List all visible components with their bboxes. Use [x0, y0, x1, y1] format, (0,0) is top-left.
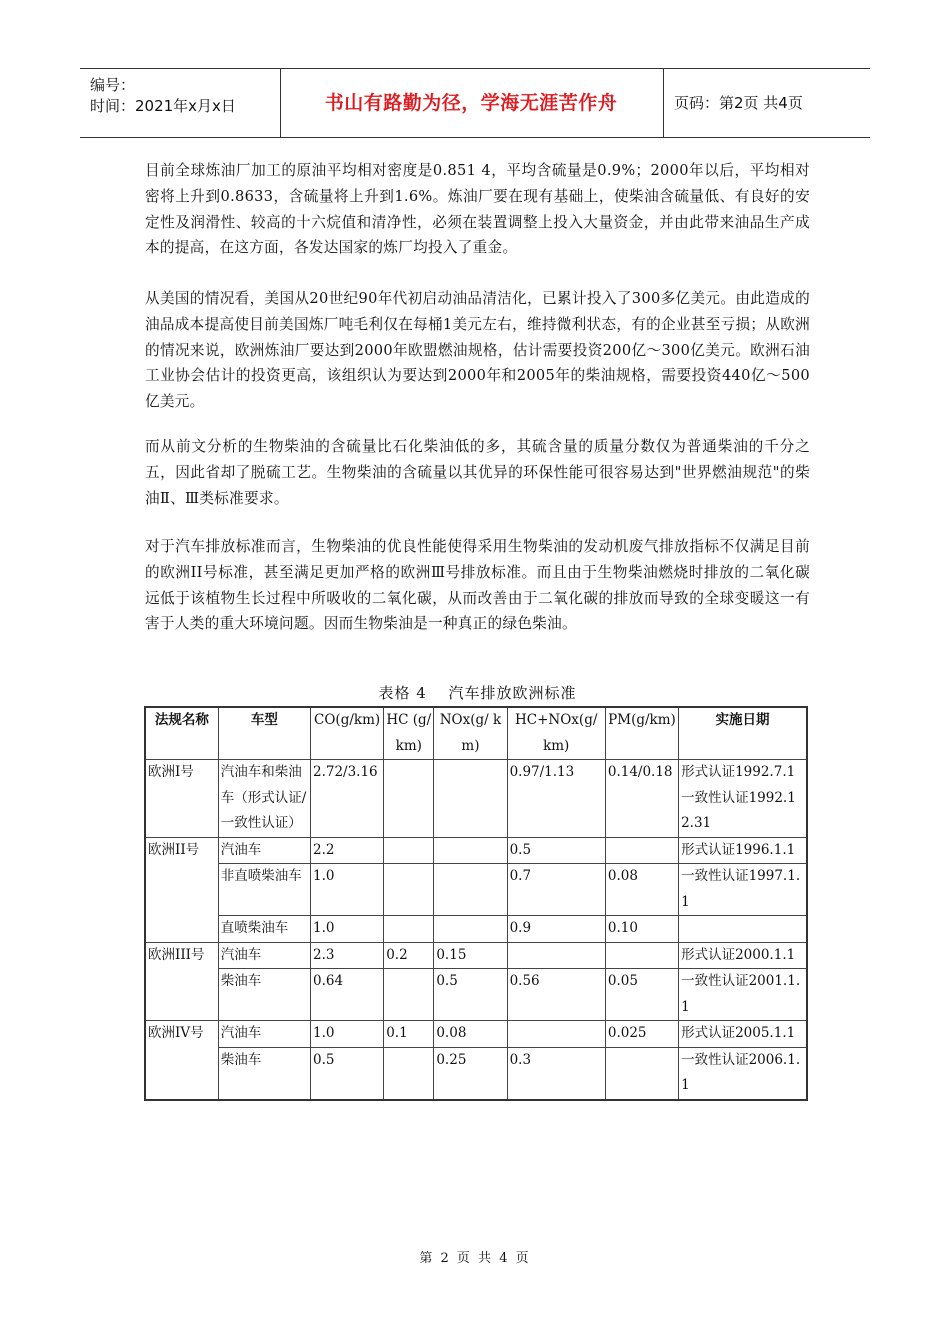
- table-cell: 0.5: [434, 969, 507, 1021]
- table-cell: [434, 864, 507, 916]
- table-cell: [434, 760, 507, 838]
- paragraph-4: 对于汽车排放标准而言，生物柴油的优良性能使得采用生物柴油的发动机废气排放指标不仅满足目前的欧洲II号标准，甚至满足更加严格的欧洲Ⅲ号排放标准。而且由于生物柴油燃烧时排放的二氧化碳远低于该植物生长过程中所吸收的二氧化碳，从而改善由于二氧化碳的排放而导致的全球变暖这一有害于人类的重大环境问题。因而生物柴油是一种真正的绿色柴油。: [145, 538, 810, 633]
- table-cell: 2.2: [310, 837, 383, 864]
- table-cell: [434, 837, 507, 864]
- table-cell: [384, 916, 434, 943]
- table-cell: [384, 1047, 434, 1100]
- table-cell: 形式认证1996.1.1: [679, 837, 807, 864]
- table-row: [145, 1047, 807, 1100]
- header-cell: CO(g/km): [310, 707, 383, 760]
- table-cell: 一致性认证1997.1.1: [679, 864, 807, 916]
- table-cell: 2.3: [310, 942, 383, 969]
- table-cell: 0.7: [507, 864, 605, 916]
- regulation-name-cell: 欧洲I号: [145, 760, 218, 838]
- regulation-name-cell: 欧洲III号: [145, 942, 218, 1021]
- table-cell: 0.64: [310, 969, 383, 1021]
- table-cell: [384, 864, 434, 916]
- table-cell: 0.25: [434, 1047, 507, 1100]
- table-cell: [605, 942, 678, 969]
- header-cell: 车型: [218, 707, 310, 760]
- table-cell: 1.0: [310, 916, 383, 943]
- table-cell: [434, 916, 507, 943]
- table-cell: [679, 916, 807, 943]
- table-cell: 一致性认证2006.1.1: [679, 1047, 807, 1100]
- table-row: [145, 969, 807, 1021]
- table-cell: 0.97/1.13: [507, 760, 605, 838]
- header-cell: 法规名称: [145, 707, 218, 760]
- table-cell: 0.14/0.18: [605, 760, 678, 838]
- table-cell: 非直喷柴油车: [218, 864, 310, 916]
- header-cell: HC (g/ km): [384, 707, 434, 760]
- table-cell: [605, 837, 678, 864]
- table-cell: 汽油车: [218, 942, 310, 969]
- table-row: [145, 864, 807, 916]
- header-cell: 实施日期: [679, 707, 807, 760]
- table-cell: 汽油车和柴油车（形式认证/一致性认证）: [218, 760, 310, 838]
- page-footer: 第 2 页 共 4 页: [419, 1251, 531, 1266]
- table-cell: 1.0: [310, 1021, 383, 1048]
- table-cell: 0.5: [507, 837, 605, 864]
- regulation-name-cell: 欧洲II号: [145, 837, 218, 942]
- emission-standards-table: [144, 706, 808, 1101]
- table-cell: 1.0: [310, 864, 383, 916]
- table-cell: 柴油车: [218, 969, 310, 1021]
- header-cell: PM(g/km): [605, 707, 678, 760]
- table-cell: 0.1: [384, 1021, 434, 1048]
- header-page-info: 页码：第2页 共4页: [674, 94, 803, 112]
- table-cell: [507, 1021, 605, 1048]
- table-cell: 柴油车: [218, 1047, 310, 1100]
- doc-time: 时间：2021年x月x日: [90, 97, 236, 115]
- table-cell: 0.3: [507, 1047, 605, 1100]
- regulation-name-cell: 欧洲IV号: [145, 1021, 218, 1100]
- table-cell: 0.08: [434, 1021, 507, 1048]
- table-body: [145, 760, 807, 1100]
- table-cell: 一致性认证2001.1.1: [679, 969, 807, 1021]
- header-cell: NOx(g/ km): [434, 707, 507, 760]
- table-row: [145, 1021, 807, 1048]
- table-cell: [384, 760, 434, 838]
- table-cell: 汽油车: [218, 1021, 310, 1048]
- table-cell: 0.2: [384, 942, 434, 969]
- table-cell: 0.15: [434, 942, 507, 969]
- table-cell: 0.5: [310, 1047, 383, 1100]
- table-cell: 0.05: [605, 969, 678, 1021]
- table-cell: 形式认证1992.7.1一致性认证1992.12.31: [679, 760, 807, 838]
- table-cell: 0.9: [507, 916, 605, 943]
- header-motto: 书山有路勤为径，学海无涯苦作舟: [324, 92, 618, 114]
- table-cell: 形式认证2005.1.1: [679, 1021, 807, 1048]
- table-cell: 形式认证2000.1.1: [679, 942, 807, 969]
- table-row: [145, 916, 807, 943]
- table-cell: 直喷柴油车: [218, 916, 310, 943]
- table-cell: 0.10: [605, 916, 678, 943]
- table-row: [145, 760, 807, 838]
- page-header: [80, 68, 870, 138]
- paragraph-3: 而从前文分析的生物柴油的含硫量比石化柴油低的多，其硫含量的质量分数仅为普通柴油的千分之五，因此省却了脱硫工艺。生物柴油的含硫量以其优异的环保性能可很容易达到"世界燃油规范"的柴油Ⅱ、Ⅲ类标准要求。: [145, 438, 810, 507]
- table-cell: 0.025: [605, 1021, 678, 1048]
- table-cell: 0.56: [507, 969, 605, 1021]
- table-cell: 汽油车: [218, 837, 310, 864]
- table-cell: 0.08: [605, 864, 678, 916]
- table-row: [145, 942, 807, 969]
- table-cell: [507, 942, 605, 969]
- table-row: [145, 837, 807, 864]
- table-cell: [605, 1047, 678, 1100]
- table-cell: 2.72/3.16: [310, 760, 383, 838]
- header-meta: [90, 75, 280, 117]
- doc-number: 编号：: [90, 76, 136, 94]
- table-header-row: [145, 707, 807, 760]
- table-caption: 表格 4 汽车排放欧洲标准: [378, 684, 577, 702]
- table-cell: [384, 969, 434, 1021]
- paragraph-1: 目前全球炼油厂加工的原油平均相对密度是0.851 4，平均含硫量是0.9%；2000年以后，平均相对密将上升到0.8633，含硫量将上升到1.6%。炼油厂要在现有基础上，使柴油含硫量低、有良好的安定性及润滑性、较高的十六烷值和清净性，必须在装置调整上投入大量资金，并由此带来油品生产成本的提高，在这方面，各发达国家的炼厂均投入了重金。: [145, 162, 810, 257]
- table-cell: [384, 837, 434, 864]
- paragraph-2: 从美国的情况看，美国从20世纪90年代初启动油品清洁化，已累计投入了300多亿美元。由此造成的油品成本提高使目前美国炼厂吨毛利仅在每桶1美元左右，维持微利状态，有的企业甚至亏损；从欧洲的情况来说，欧洲炼油厂要达到2000年欧盟燃油规格，估计需要投资200亿～300亿美元。欧洲石油工业协会估计的投资更高，该组织认为要达到2000年和2005年的柴油规格，需要投资440亿～500亿美元。: [145, 290, 810, 411]
- header-cell: HC+NOx(g/ km): [507, 707, 605, 760]
